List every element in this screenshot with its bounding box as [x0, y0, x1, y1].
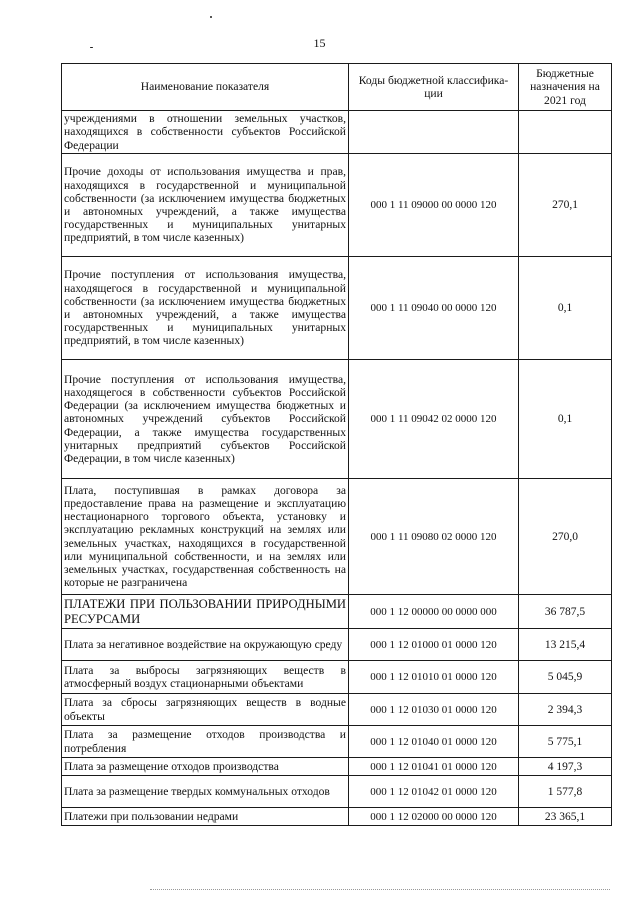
row-code: 000 1 12 01041 01 0000 120 [349, 758, 519, 776]
row-code: 000 1 11 09080 02 0000 120 [349, 479, 519, 595]
row-code: 000 1 11 09040 00 0000 120 [349, 257, 519, 360]
row-value: 0,1 [519, 360, 612, 479]
page-number: 15 [313, 36, 326, 50]
row-value: 4 197,3 [519, 758, 612, 776]
row-name: Плата за размещение твердых коммунальных отходов [62, 776, 349, 808]
row-name: Плата, поступившая в рамках договора за предоставление права на размещение и эксплуатацию нестационарного торгового объекта, установку и эксплуатацию рекламных конструкций на землях или земельных участках, находящихся в государственной или муниципальной собственности, и на землях или земельных участках, государственная собственность на которые не разграничена [62, 479, 349, 595]
budget-table [61, 63, 612, 826]
row-code: 000 1 12 00000 00 0000 000 [349, 595, 519, 629]
row-name: Плата за сбросы загрязняющих веществ в водные объекты [62, 694, 349, 726]
table-row [62, 758, 612, 776]
row-code: 000 1 12 01030 01 0000 120 [349, 694, 519, 726]
row-value [519, 111, 612, 154]
row-code: 000 1 11 09042 02 0000 120 [349, 360, 519, 479]
row-code: 000 1 11 09000 00 0000 120 [349, 154, 519, 257]
row-code: 000 1 12 01010 01 0000 120 [349, 661, 519, 694]
row-value: 270,1 [519, 154, 612, 257]
row-value: 23 365,1 [519, 808, 612, 826]
table-row [62, 257, 612, 360]
scan-speck [210, 16, 212, 18]
table-row [62, 661, 612, 694]
table-row [62, 694, 612, 726]
row-code [349, 111, 519, 154]
row-value: 0,1 [519, 257, 612, 360]
row-name: Плата за негативное воздействие на окружающую среду [62, 629, 349, 661]
row-name: Прочие поступления от использования имущества, находящегося в собственности субъектов Российской Федерации (за исключением имущества бюджетных и автономных учреждений субъектов Российской Федерации, а также имущества государственных унитарных предприятий субъектов Российской Федерации, в том числе казенных) [62, 360, 349, 479]
row-value: 13 215,4 [519, 629, 612, 661]
row-code: 000 1 12 01040 01 0000 120 [349, 726, 519, 758]
table-row [62, 595, 612, 629]
row-name: Плата за выбросы загрязняющих веществ в атмосферный воздух стационарными объектами [62, 661, 349, 694]
table-row [62, 808, 612, 826]
row-name: учреждениями в отношении земельных участков, находящихся в собственности субъектов Российской Федерации [62, 111, 349, 154]
row-name: Прочие доходы от использования имущества и прав, находящихся в государственной и муниципальной собственности (за исключением имущества бюджетных и автономных учреждений, а также имущества государственных и муниципальных унитарных предприятий, в том числе казенных) [62, 154, 349, 257]
scan-edge-line [150, 889, 610, 890]
header-value: Бюджетные назначения на 2021 год [519, 64, 612, 111]
table-row [62, 726, 612, 758]
table-header-row [62, 64, 612, 111]
row-name: Плата за размещение отходов производства [62, 758, 349, 776]
table-row [62, 776, 612, 808]
row-code: 000 1 12 02000 00 0000 120 [349, 808, 519, 826]
header-name: Наименование показателя [62, 64, 349, 111]
row-code: 000 1 12 01000 01 0000 120 [349, 629, 519, 661]
row-value: 5 045,9 [519, 661, 612, 694]
row-value: 270,0 [519, 479, 612, 595]
row-name: Плата за размещение отходов производства и потребления [62, 726, 349, 758]
table-row [62, 154, 612, 257]
header-code: Коды бюджетной классифика-ции [349, 64, 519, 111]
row-name: Прочие поступления от использования имущества, находящегося в государственной и муниципальной собственности (за исключением имущества бюджетных и автономных учреждений, а также имущества государственных и муниципальных унитарных предприятий, в том числе казенных) [62, 257, 349, 360]
table-row [62, 479, 612, 595]
table-row [62, 360, 612, 479]
table-row [62, 629, 612, 661]
row-name: Платежи при пользовании недрами [62, 808, 349, 826]
row-value: 5 775,1 [519, 726, 612, 758]
row-code: 000 1 12 01042 01 0000 120 [349, 776, 519, 808]
row-value: 36 787,5 [519, 595, 612, 629]
row-name: ПЛАТЕЖИ ПРИ ПОЛЬЗОВАНИИ ПРИРОДНЫМИ РЕСУРСАМИ [62, 595, 349, 629]
row-value: 2 394,3 [519, 694, 612, 726]
table-row [62, 111, 612, 154]
row-value: 1 577,8 [519, 776, 612, 808]
